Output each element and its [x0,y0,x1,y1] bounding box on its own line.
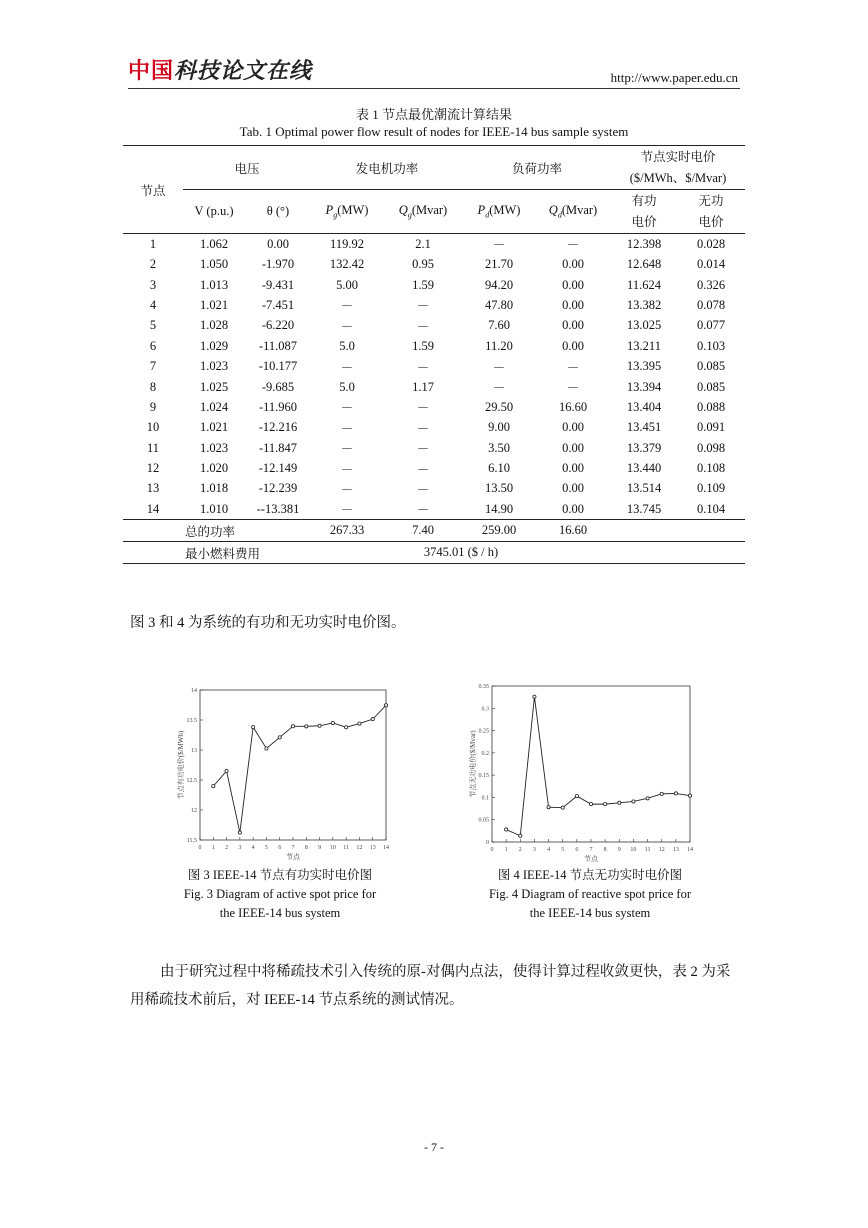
paragraph-2: 由于研究过程中将稀疏技术引入传统的原-对偶内点法，使得计算过程收敛更快，表 2 为采用稀疏技术前后，对 IEEE-14 节点系统的测试情况。 [130,964,731,1008]
table-row [123,418,745,438]
table-cell: 13.394 [626,379,662,394]
x-tick-label: 8 [603,847,607,853]
th-price [611,146,745,190]
header-divider [128,88,740,89]
y-tick-label: 13.5 [186,718,197,724]
table-row [123,499,745,519]
table-cell: 1.029 [199,338,229,353]
y-tick-label: 13 [191,748,197,754]
table-cell: 0.00 [267,236,289,251]
table-cell: 9.00 [488,420,510,435]
table-cell: 16.60 [558,399,588,414]
table-cell: 0.326 [696,277,726,292]
table-cell: 3.50 [488,440,510,455]
data-point [265,747,268,750]
logo-black-text: 科技论文在线 [174,59,313,84]
table-cell: 13.50 [484,481,514,496]
th-pd: $P_d(MW)$ [477,203,521,220]
table-cell: -9.431 [261,277,295,292]
table-row [123,356,745,376]
table-cell: － [416,360,430,375]
table-cell: － [492,238,506,253]
table-cell: 0.00 [562,277,584,292]
table-cell: 2 [149,257,157,272]
table-cell: -6.220 [261,318,295,333]
x-tick-label: 0 [490,847,494,853]
table-row [123,336,745,356]
x-tick-label: 1 [211,845,215,851]
th-reactive-price [677,190,745,234]
table-cell: 0.098 [696,440,726,455]
x-tick-label: 13 [369,845,376,851]
total-qg: 7.40 [412,523,434,538]
table-cell: 5.0 [339,338,355,353]
fuel-row [123,542,745,564]
th-price-label: 节点实时电价 [640,149,716,164]
table-cell: － [416,442,430,457]
x-tick-label: 4 [251,845,255,851]
table-cell: 3 [149,277,157,292]
th-v: V (p.u.) [194,204,234,218]
table-body [123,234,745,520]
table-cell: 11.624 [627,277,661,292]
table-cell: 0.00 [562,461,584,476]
th-theta: θ (°) [266,204,290,218]
table-cell: 13.451 [626,420,662,435]
table-cell: － [566,381,580,396]
table-cell: 0.00 [562,420,584,435]
table-cell: 21.70 [484,257,514,272]
table-cell: 119.92 [330,236,364,251]
table-cell: － [340,482,354,497]
table-cell: 12 [146,461,160,476]
table-cell: － [566,238,580,253]
table-cell: － [340,503,354,518]
th-gen-power: 发电机功率 [311,146,463,190]
table-cell: 9 [149,399,157,414]
table-cell: － [416,299,430,314]
table-cell: － [340,360,354,375]
data-point [618,801,621,804]
table-cell: － [340,319,354,334]
data-point [331,721,334,724]
table-cell: 0.95 [412,257,434,272]
table-cell: 0.00 [562,501,584,516]
table-cell: 1.024 [199,399,229,414]
table-cell: 0.00 [562,318,584,333]
data-point [589,803,592,806]
data-point [371,718,374,721]
x-tick-label: 5 [264,845,268,851]
journal-logo [128,58,312,86]
table-cell: － [416,503,430,518]
y-tick-label: 0.15 [478,773,489,780]
table-cell: 1.59 [412,338,434,353]
table-cell: -11.960 [258,399,298,414]
table-cell: 5.0 [339,379,355,394]
x-tick-label: 11 [644,847,651,853]
table-cell: 1.023 [199,359,229,374]
active-price-chart [170,682,400,864]
table-cell: 0.108 [696,461,726,476]
table-cell: 1.021 [199,420,229,435]
fig4-caption-en-1: Fig. 4 Diagram of reactive spot price for [488,887,691,901]
x-axis-label: 节点 [584,855,598,863]
x-tick-label: 1 [504,847,508,853]
table-cell: 0.091 [696,420,726,435]
table-cell: 1.018 [199,481,229,496]
data-point [547,806,550,809]
fig3-caption-en-2: the IEEE-14 bus system [219,906,341,920]
table-cell: -7.451 [261,297,295,312]
total-row [123,520,745,542]
table-cell: － [492,360,506,375]
table-cell: 13.745 [626,501,662,516]
data-point [632,800,635,803]
table-cell: 13.379 [626,440,662,455]
table-cell: － [416,482,430,497]
table-caption-en: Tab. 1 Optimal power flow result of nodes for IEEE-14 bus sample system [239,124,629,139]
x-tick-label: 3 [532,847,536,853]
opf-result-table [123,145,745,564]
data-point [533,695,536,698]
table-row [123,234,745,255]
data-point [674,792,677,795]
table-cell: － [340,462,354,477]
data-point [358,722,361,725]
table-cell: 1.025 [199,379,229,394]
table-cell: 0.00 [562,297,584,312]
header-url[interactable]: http://www.paper.edu.cn [610,70,738,85]
table-row [123,377,745,397]
fig4-caption-en-2: the IEEE-14 bus system [529,906,651,920]
th-active-price [611,190,677,234]
data-point [604,803,607,806]
x-tick-label: 10 [630,847,637,853]
table-cell: 0.085 [696,379,726,394]
x-tick-label: 7 [291,845,295,851]
table-cell: 0.078 [696,297,726,312]
table-cell: 1.021 [199,297,229,312]
th-voltage: 电压 [183,146,311,190]
reactive-price-chart [462,682,702,864]
y-tick-label: 0.25 [478,728,489,735]
table-cell: 1.17 [412,379,434,394]
table-cell: 0.077 [696,318,726,333]
table-cell: -9.685 [261,379,295,394]
table-cell: 2.1 [415,236,431,251]
table-cell: 0.109 [696,481,726,496]
table-cell: － [340,299,354,314]
table-cell: 13.382 [626,297,662,312]
total-pd: 259.00 [481,523,517,538]
table-row [123,438,745,458]
table-cell: 4 [149,297,157,312]
y-tick-label: 11.5 [186,838,197,844]
table-row [123,316,745,336]
table-cell: 1.023 [199,440,229,455]
data-point [519,834,522,837]
x-tick-label: 12 [356,845,363,851]
data-point [305,725,308,728]
y-tick-label: 0 [486,840,489,846]
x-tick-label: 9 [617,847,621,853]
table-cell: -12.216 [258,420,298,435]
table-row [123,397,745,417]
table-cell: － [492,381,506,396]
table-cell: -1.970 [261,257,295,272]
table-cell: 12.648 [626,257,662,272]
th-qg: $Q_g(Mvar)$ [398,203,448,220]
th-pg: $P_g(MW)$ [325,203,369,220]
table-cell: 132.42 [329,257,365,272]
table-cell: 1.028 [199,318,229,333]
y-tick-label: 0.3 [481,706,489,713]
y-tick-label: 0.35 [478,684,489,690]
table-cell: 13.211 [627,338,661,353]
table-cell: 0.028 [696,236,726,251]
data-point [318,724,321,727]
series-line [506,697,690,836]
table-cell: － [416,421,430,436]
x-tick-label: 8 [304,845,308,851]
table-cell: 7.60 [488,318,510,333]
data-point [291,725,294,728]
table-cell: 8 [149,379,157,394]
data-point [225,770,228,773]
table-cell: 0.088 [696,399,726,414]
fig3-caption-en-1: Fig. 3 Diagram of active spot price for [183,887,377,901]
x-tick-label: 3 [238,845,242,851]
th-active-2: 电价 [631,214,657,229]
x-tick-label: 10 [329,845,336,851]
x-tick-label: 0 [198,845,202,851]
table-cell: 6 [149,338,157,353]
table-cell: － [340,442,354,457]
table-cell: 47.80 [484,297,514,312]
y-tick-label: 0.1 [481,795,489,802]
table-cell: 0.104 [696,501,726,516]
x-tick-label: 12 [658,847,665,853]
table-cell: -12.239 [258,481,298,496]
total-label: 总的功率 [185,524,236,539]
x-tick-label: 6 [278,845,282,851]
table-cell: － [416,401,430,416]
table-row [123,275,745,295]
x-tick-label: 2 [518,847,522,853]
table-cell: -12.149 [258,461,298,476]
table-cell: 11 [146,440,160,455]
table-cell: -11.847 [258,440,298,455]
table-row [123,295,745,315]
x-tick-label: 14 [687,847,693,853]
table-cell: 5 [149,318,157,333]
table-cell: 13.514 [626,481,662,496]
th-node: 节点 [140,183,166,198]
th-reactive-1: 无功 [698,193,724,208]
table-cell: 13.395 [626,359,662,374]
y-tick-label: 12.5 [186,778,197,784]
table-cell: 1.050 [199,257,229,272]
table-cell: 1.59 [412,277,434,292]
data-point [345,726,348,729]
table-cell: 1.010 [199,501,229,516]
table-row [123,479,745,499]
table-cell: 0.103 [696,338,726,353]
table-cell: 10 [146,420,160,435]
fig4-caption-cn: 图 4 IEEE-14 节点无功实时电价图 [497,868,683,882]
table-cell: 94.20 [484,277,514,292]
table-cell: 13.404 [626,399,662,414]
x-tick-label: 4 [547,847,551,853]
table-cell: 1 [149,236,157,251]
table-cell: 0.014 [696,257,726,272]
table-cell: － [340,421,354,436]
table-cell: -11.087 [258,338,298,353]
table-cell: 13 [146,481,160,496]
table-cell: － [566,360,580,375]
table-cell: 0.00 [562,338,584,353]
th-price-unit: ($/MWh、$/Mvar) [629,170,727,185]
table-cell: 7 [149,359,157,374]
y-tick-label: 12 [191,808,197,814]
table-cell: 12.398 [626,236,662,251]
data-point [660,792,663,795]
logo-red-text: 中国 [128,59,175,84]
x-axis-label: 节点 [286,853,300,861]
table-cell: 0.00 [562,481,584,496]
x-tick-label: 6 [575,847,579,853]
fig3-caption-cn: 图 3 IEEE-14 节点有功实时电价图 [187,868,373,882]
table-cell: 6.10 [488,461,510,476]
y-axis-label: 节点无功电价($/Mvar) [469,730,477,798]
th-load-power: 负荷功率 [463,146,611,190]
th-active-1: 有功 [631,193,657,208]
table-cell: 5.00 [336,277,358,292]
table-cell: － [340,401,354,416]
total-pg: 267.33 [329,523,365,538]
th-reactive-2: 电价 [698,214,724,229]
data-point [688,794,691,797]
page-number: - 7 - [424,1140,444,1154]
x-tick-label: 9 [318,845,322,851]
total-qd: 16.60 [558,523,588,538]
table-cell: 1.020 [199,461,229,476]
fuel-value: 3745.01 ($ / h) [423,545,499,560]
data-point [575,794,578,797]
table-cell: 0.00 [562,257,584,272]
data-point [212,785,215,788]
data-point [252,725,255,728]
table-cell: 0.00 [562,440,584,455]
x-tick-label: 2 [225,845,229,851]
th-qd: $Q_d(Mvar)$ [548,203,598,220]
table-cell: --13.381 [256,501,300,516]
table-cell: 1.013 [199,277,229,292]
table-row [123,255,745,275]
y-tick-label: 0.05 [478,817,489,824]
y-tick-label: 14 [191,688,197,694]
table-caption-cn: 表 1 节点最优潮流计算结果 [355,107,512,122]
x-tick-label: 13 [672,847,679,853]
y-tick-label: 0.2 [481,750,489,757]
data-point [384,704,387,707]
table-cell: 14.90 [484,501,514,516]
table-cell: 13.440 [626,461,662,476]
data-point [646,797,649,800]
table-cell: 29.50 [484,399,514,414]
table-cell: 11.20 [485,338,513,353]
data-point [561,806,564,809]
x-tick-label: 7 [589,847,593,853]
fig4-caption [460,866,720,923]
plot-frame [200,690,386,840]
fuel-label: 最小燃料费用 [185,546,261,561]
data-point [238,831,241,834]
table-cell: -10.177 [258,359,298,374]
x-tick-label: 11 [343,845,350,851]
y-axis-label: 节点有功电价($/MWh) [177,730,185,800]
table-cell: － [416,462,430,477]
table-cell: 1.062 [199,236,229,251]
x-tick-label: 14 [383,845,389,851]
paragraph-1: 图 3 和 4 为系统的有功和无功实时电价图。 [130,615,406,631]
data-point [505,828,508,831]
fig3-caption [150,866,410,923]
table-cell: 13.025 [626,318,662,333]
data-point [278,736,281,739]
table-cell: 0.085 [696,359,726,374]
table-row [123,458,745,478]
table-cell: － [416,319,430,334]
x-tick-label: 5 [561,847,565,853]
table-cell: 14 [146,501,160,516]
